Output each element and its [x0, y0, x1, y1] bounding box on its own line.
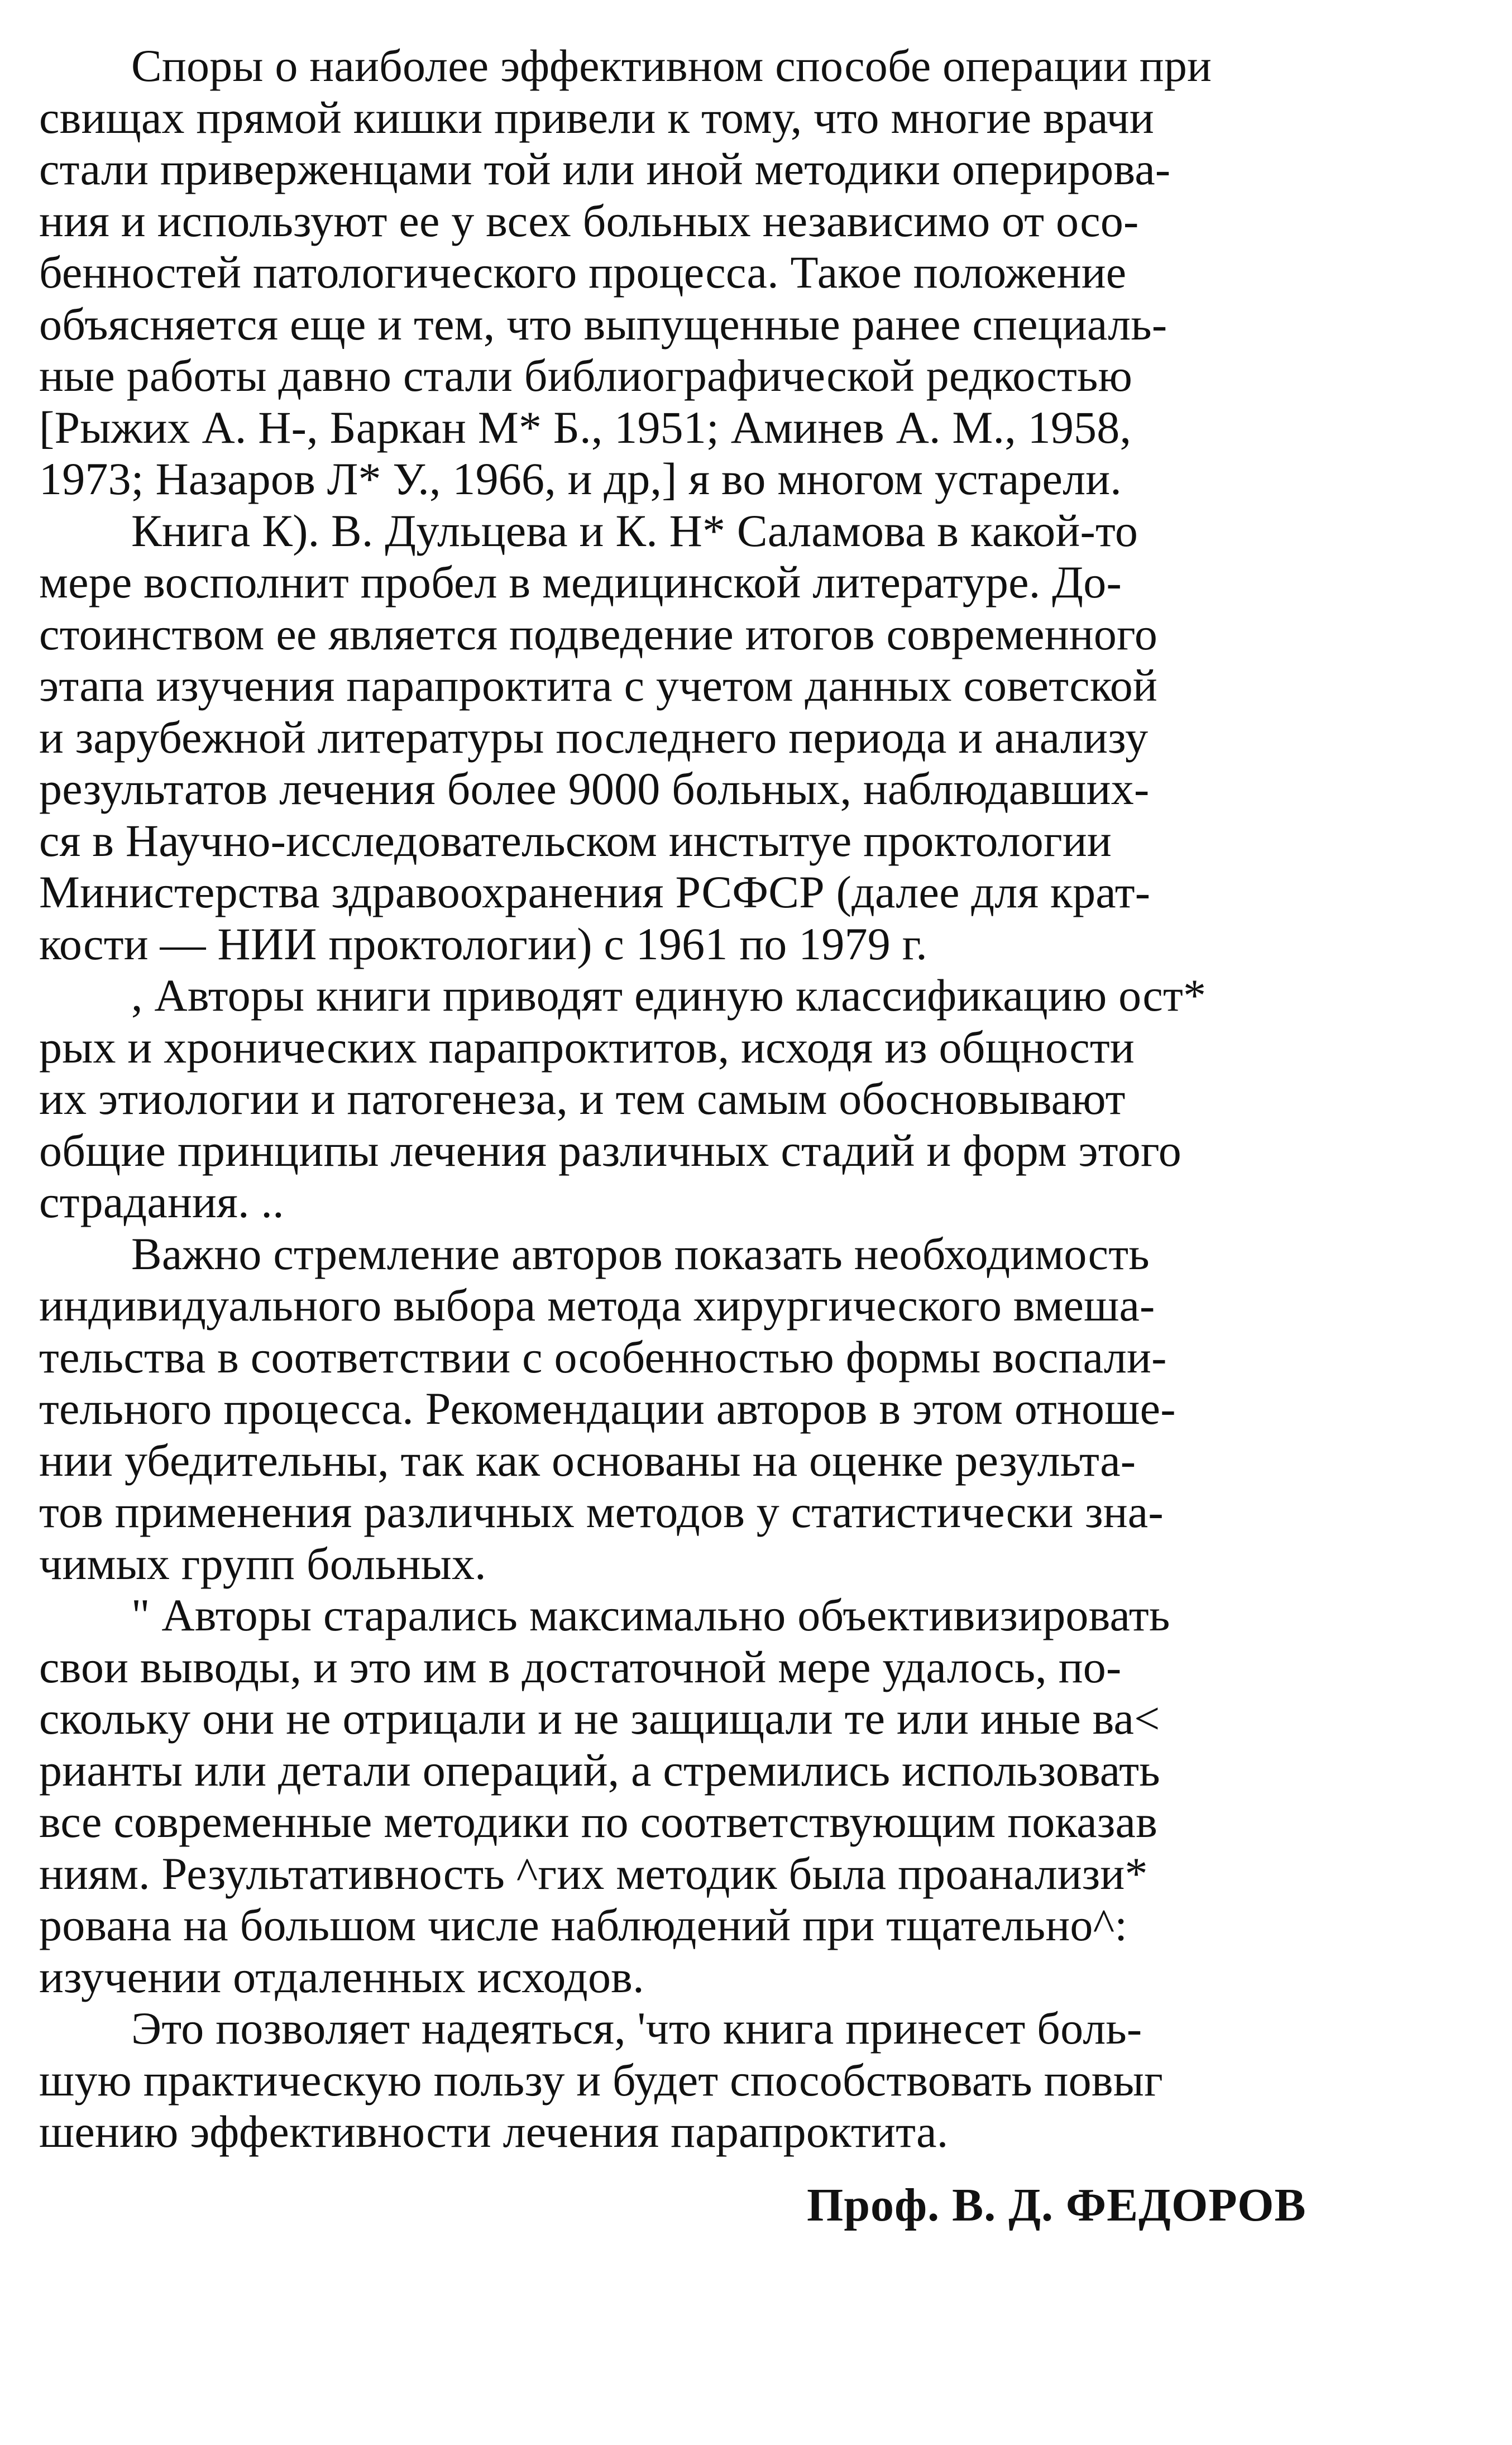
text-line: свои выводы, и это им в достаточной мере удалось, по-	[39, 1641, 1122, 1692]
text-line: Министерства здравоохранения РСФСР (далее для крат-	[39, 867, 1151, 917]
text-line: страдания. ..	[39, 1176, 284, 1227]
paragraph-3	[39, 970, 1407, 1228]
text-line: рована на большом числе наблюдений при тщательно^:	[39, 1899, 1128, 1950]
paragraph-6	[39, 2003, 1407, 2158]
text-line: ниям. Результативность ^гих методик была проанализи*	[39, 1848, 1148, 1899]
text-line: этапа изучения парапроктита с учетом данных советской	[39, 660, 1157, 711]
text-line: общие принципы лечения различных стадий и форм этого	[39, 1125, 1181, 1176]
text-line: кости — НИИ проктологии) с 1961 по 1979 г.	[39, 918, 927, 969]
text-line: скольку они не отрицали и не защищали те или иные ва<	[39, 1693, 1160, 1744]
text-line: тельства в соответствии с особенностью формы воспали-	[39, 1331, 1167, 1382]
text-line: свищах прямой кишки привели к тому, что многие врачи	[39, 92, 1154, 143]
text-line: шению эффективности лечения парапроктита.	[39, 2106, 949, 2157]
preface-text	[39, 40, 1407, 2158]
paragraph-1	[39, 40, 1407, 505]
text-line: и зарубежной литературы последнего периода и анализу	[39, 711, 1149, 763]
text-line: ные работы давно стали библиографической редкостью	[39, 350, 1133, 401]
paragraph-2	[39, 505, 1407, 970]
text-line: нии убедительны, так как основаны на оценке результа-	[39, 1434, 1136, 1486]
text-line: ния и используют ее у всех больных независимо от осо-	[39, 195, 1139, 246]
text-line: результатов лечения более 9000 больных, наблюдавших-	[39, 763, 1150, 814]
text-line: [Рыжих А. Н-, Баркан М* Б., 1951; Аминев А. М., 1958,	[39, 401, 1132, 453]
text-line: , Авторы книги приводят единую классификацию ост*	[131, 970, 1207, 1021]
text-line: Споры о наиболее эффективном способе операции при	[131, 40, 1212, 91]
text-line: " Авторы старались максимально объективизировать	[131, 1590, 1170, 1640]
text-line: тельного процесса. Рекомендации авторов в этом отноше-	[39, 1383, 1176, 1434]
text-line: их этиологии и патогенеза, и тем самым обосновывают	[39, 1073, 1126, 1124]
text-line: бенностей патологического процесса. Такое положение	[39, 247, 1127, 298]
paragraph-4	[39, 1228, 1407, 1590]
text-line: стоинством ее является подведение итогов современного	[39, 608, 1158, 659]
text-line: изучении отдаленных исходов.	[39, 1951, 644, 2002]
text-line: 1973; Назаров Л* У., 1966, и др,] я во многом устарели.	[39, 453, 1122, 504]
text-line: рых и хронических парапроктитов, исходя из общности	[39, 1021, 1135, 1073]
text-line: стали приверженцами той или иной методики оперирова-	[39, 143, 1171, 194]
text-line: шую практическую пользу и будет способствовать повыг	[39, 2054, 1163, 2106]
text-line: ся в Научно-исследовательском инстытуе проктологии	[39, 815, 1112, 866]
text-line: тов применения различных методов у статистически зна-	[39, 1486, 1164, 1537]
text-line: рианты или детали операций, а стремились использовать	[39, 1744, 1160, 1796]
text-line: объясняется еще и тем, что выпущенные ранее специаль-	[39, 298, 1168, 350]
text-line: индивидуального выбора метода хирургического вмеша-	[39, 1280, 1155, 1331]
paragraph-5	[39, 1590, 1407, 2003]
text-line: Это позволяет надеяться, 'что книга принесет боль-	[131, 2003, 1142, 2054]
text-line: Книга К). В. Дульцева и К. Н* Саламова в какой-то	[131, 505, 1138, 556]
text-line: чимых групп больных.	[39, 1538, 486, 1589]
author-signature: Проф. В. Д. ФЕДОРОВ	[807, 2179, 1307, 2231]
text-line: все современные методики по соответствующим показав	[39, 1796, 1157, 1847]
text-line: Важно стремление авторов показать необходимость	[131, 1228, 1150, 1279]
text-line: мере восполнит пробел в медицинской литературе. До-	[39, 557, 1122, 607]
